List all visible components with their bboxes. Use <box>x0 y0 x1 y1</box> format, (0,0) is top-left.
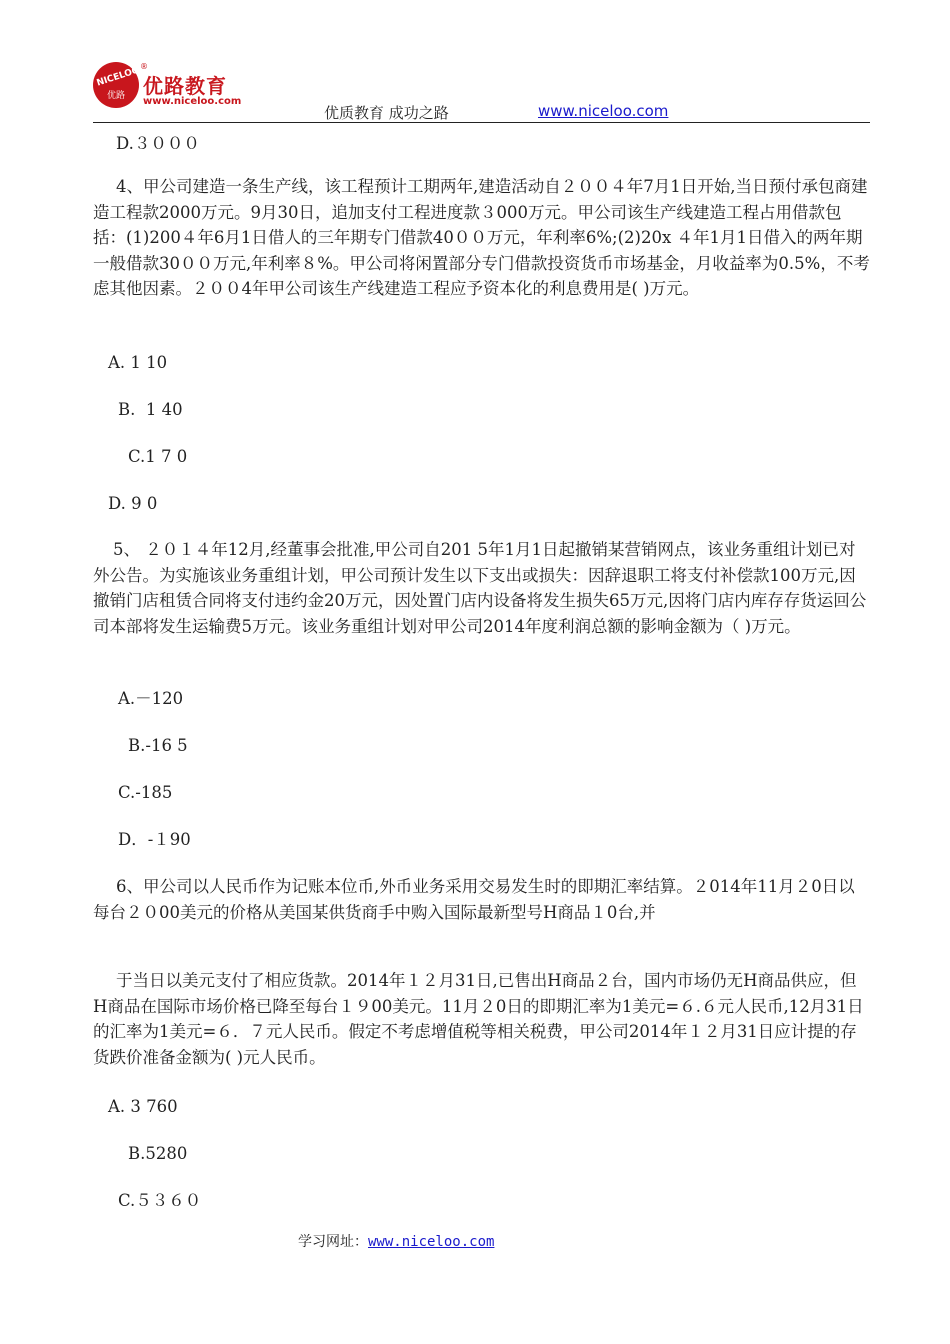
q5-stem: 5、 ２０１４年12月,经董事会批准,甲公司自201 5年1月1日起撤销某营销网点，该业务重组计划已对外公告。为实施该业务重组计划，甲公司预计发生以下支出或损失：因辞退职工将支付补偿款100万元,因撤销门店租赁合同将支付违约金20万元，因处置门店内设备将发生损失65万元,因将门店内库存存货运回公司本部将发生运输费5万元。该业务重组计划对甲公司2014年度利润总额的影响金额为（ )万元。 <box>93 540 867 636</box>
logo-badge-icon: NICELOO 优路 <box>93 62 139 108</box>
q3-option-d: D.３０００ <box>116 134 200 153</box>
q6-option-c: C.５３６０ <box>118 1191 202 1210</box>
q4-option-a: A. 1 10 <box>108 353 168 372</box>
footer <box>298 1231 494 1251</box>
footer-label: 学习网址： <box>298 1234 368 1250</box>
q4-option-b: B. 1 40 <box>118 400 183 419</box>
q6-option-a: A. 3 760 <box>108 1097 178 1116</box>
logo-name: 优路教育 <box>143 74 227 98</box>
q5-option-b: B.-16 5 <box>128 736 188 755</box>
q5-option-a: A.－120 <box>118 689 184 708</box>
q5-option-c: C.-185 <box>118 783 173 802</box>
logo-url: www.niceloo.com <box>143 96 242 107</box>
niceloo-logo: NICELOO 优路 ® 优路教育 www.niceloo.com <box>93 62 263 114</box>
q4-option-d: D. 9 0 <box>108 494 158 513</box>
header-divider <box>93 122 870 123</box>
q6-stem-part2: 于当日以美元支付了相应货款。2014年１２月31日,已售出H商品２台，国内市场仍无H商品供应，但H商品在国际市场价格已降至每台１９00美元。11月２0日的即期汇率为1美元=６.６元人民币,12月31日的汇率为1美元=６．７元人民币。假定不考虑增值税等相关税费，甲公司2014年１２月31日应计提的存货跌价准备金额为( )元人民币。 <box>93 971 864 1067</box>
header-slogan: 优质教育 成功之路 <box>324 104 449 122</box>
q6-stem-part1: 6、甲公司以人民币作为记账本位币,外币业务采用交易发生时的即期汇率结算。２014年11月２0日以每台２０00美元的价格从美国某供货商手中购入国际最新型号H商品１0台,并 <box>93 877 855 922</box>
q4-option-c: C.1 7 0 <box>128 447 188 466</box>
footer-link[interactable]: www.niceloo.com <box>368 1234 495 1250</box>
q6-option-b: B.5280 <box>128 1144 188 1163</box>
header-link[interactable]: www.niceloo.com <box>538 102 669 120</box>
q5-option-d: D．-１90 <box>118 830 191 849</box>
q4-stem: 4、甲公司建造一条生产线，该工程预计工期两年,建造活动自２００４年7月1日开始,当日预付承包商建造工程款2000万元。9月30日，追加支付工程进度款３000万元。甲公司该生产线建造工程占用借款包括：(1)200４年6月1日借人的三年期专门借款40００万元，年利率6%;(2)20x ４年1月1日借入的两年期一般借款30００万元,年利率８%。甲公司将闲置部分专门借款投资货币市场基金，月收益率为0.5%，不考虑其他因素。２００4年甲公司该生产线建造工程应予资本化的利息费用是( )万元。 <box>93 177 870 299</box>
